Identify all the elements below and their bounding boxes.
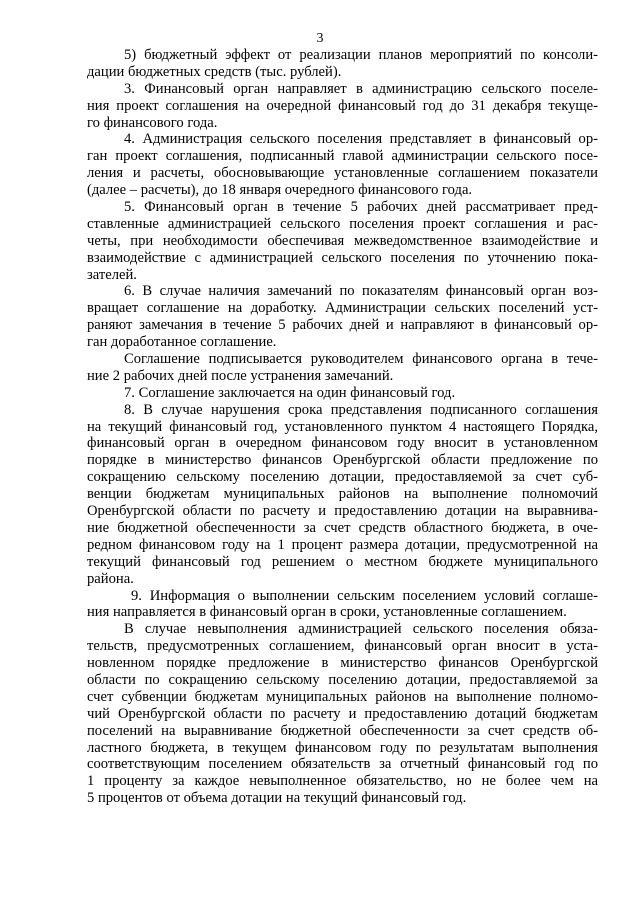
paragraph: [87, 385, 598, 402]
text-line: 7. Соглашение заключается на один финансовый год.: [124, 384, 456, 401]
text-line: ние бюджетной обеспеченности за счет средств областного бюджета, в оче-: [87, 519, 598, 536]
text-line: финансовый орган в очередном финансовом году вносит в установленном: [87, 435, 598, 452]
text-line: области по сокращению сельскому поселению дотации, предоставляемой за: [87, 671, 598, 688]
text-line: (далее – расчеты), до 18 января очередного финансового года.: [87, 182, 473, 199]
text-line: новленном порядке предложение в министерство финансов Оренбургской: [87, 655, 598, 672]
paragraph: [87, 351, 598, 385]
text-line: ления и расчеты, обосновывающие установленные соглашением показатели: [87, 165, 598, 182]
text-line: редном финансовом году на 1 процент размера дотации, предусмотренной на: [87, 536, 598, 553]
paragraph: [87, 199, 598, 283]
text-line: счет субвенции бюджетам муниципальных районов на выполнение полномо-: [87, 688, 598, 705]
text-line: зателей.: [87, 266, 137, 283]
text-line: чий Оренбургской области по расчету и предоставлению дотаций бюджетам: [87, 705, 598, 722]
text-line: соответствующим поселением обязательств за отчетный финансовый год по: [87, 756, 598, 773]
text-line: ние 2 рабочих дней после устранения замечаний.: [87, 367, 394, 384]
text-line: 4. Администрация сельского поселения представляет в финансовый ор-: [124, 131, 598, 148]
text-line: взаимодействие с администрацией сельского поселения по уточнению пока-: [87, 249, 598, 266]
text-line: четы, при необходимости обеспечивая межведомственное взаимодействие и: [87, 232, 598, 249]
document-body: [87, 47, 598, 807]
text-line: района.: [87, 570, 134, 587]
text-line: 6. В случае наличия замечаний по показателям финансовый орган воз-: [124, 283, 598, 300]
text-line: на текущий финансовый год, установленного пунктом 4 настоящего Порядка,: [87, 418, 598, 435]
text-line: дации бюджетных средств (тыс. рублей).: [87, 63, 342, 80]
text-line: ластного бюджета, в текущем финансовом году по результатам выполнения: [87, 739, 598, 756]
text-line: ставленные администрацией сельского поселения проект соглашения и рас-: [87, 215, 598, 232]
text-line: го финансового года.: [87, 114, 218, 131]
paragraph: [87, 621, 598, 807]
text-line: ган доработанное соглашение.: [87, 334, 277, 351]
text-line: тельств, предусмотренных соглашением, финансовый орган вносит в уста-: [87, 638, 598, 655]
paragraph: [87, 47, 598, 81]
text-line: В случае невыполнения администрацией сельского поселения обяза-: [124, 621, 598, 638]
text-line: 1 проценту за каждое невыполненное обязательство, но не более чем на: [87, 773, 598, 790]
text-line: ния проект соглашения на очередной финансовый год до 31 декабря текуще-: [87, 97, 598, 114]
text-line: ния направляется в финансовый орган в сроки, установленные соглашением.: [87, 604, 567, 621]
text-line: 5 процентов от объема дотации на текущий финансовый год.: [87, 790, 467, 807]
text-line: поселений на выравнивание бюджетной обеспеченности за счет средств об-: [87, 722, 598, 739]
text-line: порядке в министерство финансов Оренбургской области предложение по: [87, 452, 598, 469]
text-line: Оренбургской области по расчету и предоставлению дотации на выравнива-: [87, 503, 598, 520]
paragraph: [87, 283, 598, 351]
text-line: раняют замечания в течение 5 рабочих дней и направляют в финансовый ор-: [87, 317, 598, 334]
text-line: 5. Финансовый орган в течение 5 рабочих дней рассматривает пред-: [124, 199, 598, 216]
paragraph: [87, 402, 598, 588]
text-line: текущий финансовый год решением о местном бюджете муниципального: [87, 553, 598, 570]
text-line: венции бюджетам муниципальных районов на выполнение полномочий: [87, 486, 598, 503]
paragraph: [87, 81, 598, 132]
text-line: вращает соглашение на доработку. Администрации сельских поселений уст-: [87, 300, 598, 317]
text-line: 5) бюджетный эффект от реализации планов мероприятий по консоли-: [124, 47, 598, 63]
text-line: 3. Финансовый орган направляет в администрацию сельского поселе-: [124, 80, 598, 97]
page-number: 3: [316, 31, 324, 46]
paragraph: [87, 131, 598, 199]
text-line: 9. Информация о выполнении сельским поселением условий соглаше-: [131, 587, 598, 604]
text-line: Соглашение подписывается руководителем финансового органа в тече-: [124, 351, 598, 368]
text-line: 8. В случае нарушения срока представления подписанного соглашения: [124, 401, 598, 418]
text-line: сокращению сельскому поселению дотации, предоставляемой за счет суб-: [87, 469, 598, 486]
text-line: ган проект соглашения, подписанный главой администрации сельского посе-: [87, 148, 598, 165]
paragraph: [87, 588, 598, 622]
